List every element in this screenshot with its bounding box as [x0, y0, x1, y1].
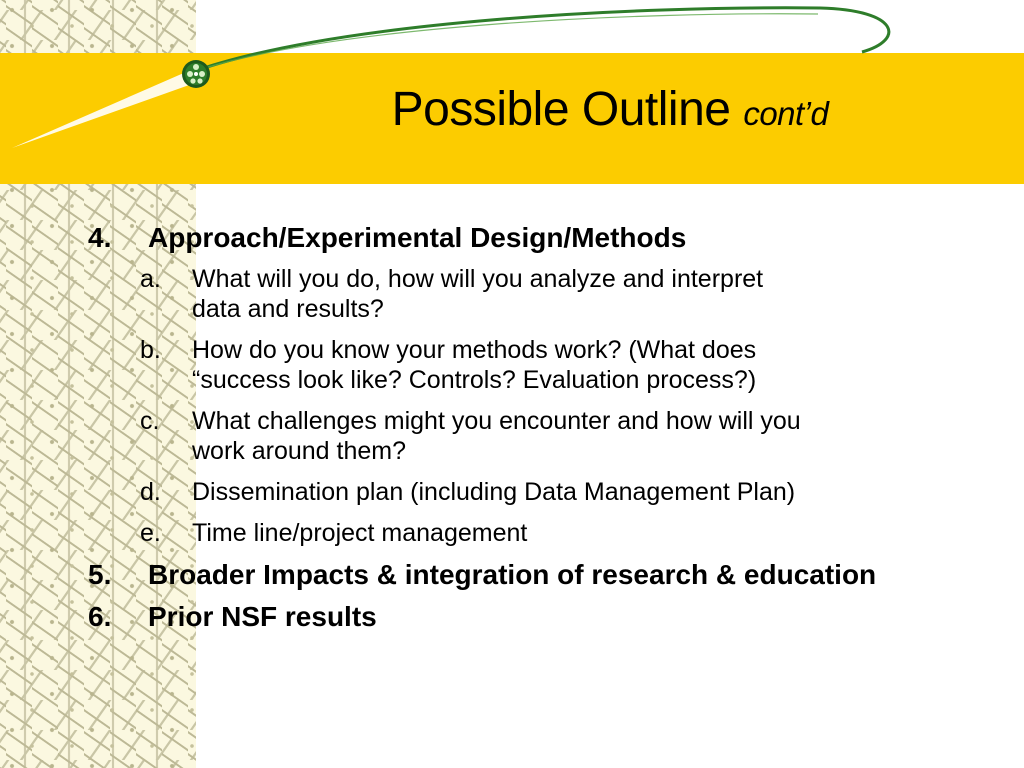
slide-title [196, 78, 1024, 146]
subitem-letter: b. [140, 336, 161, 364]
item-label: Approach/Experimental Design/Methods [148, 222, 687, 253]
subitem-text: Time line/project management [192, 519, 528, 547]
outline-item-6 [88, 601, 988, 633]
outline-subitem-e [88, 518, 812, 548]
outline-item-5 [88, 559, 988, 591]
subitem-text: How do you know your methods work? (What does “success look like? Controls? Evaluation process?) [192, 336, 757, 394]
outline-subitem-d [88, 477, 812, 507]
outline-subitem-b [88, 335, 812, 395]
subitem-letter: e. [140, 519, 161, 547]
outline-item-4 [88, 222, 988, 254]
item-number: 4. [88, 222, 112, 253]
subitem-text: What challenges might you encounter and how will you work around them? [192, 407, 801, 465]
outline-subitem-a [88, 264, 812, 324]
item-number: 6. [88, 601, 112, 632]
subitem-text: What will you do, how will you analyze and interpret data and results? [192, 265, 764, 323]
item-label: Prior NSF results [148, 601, 377, 632]
title-main: Possible Outline [391, 83, 731, 136]
subitem-letter: a. [140, 265, 161, 293]
outline-subitem-c [88, 406, 812, 466]
item-label: Broader Impacts & integration of research & education [148, 559, 877, 590]
subitem-letter: c. [140, 407, 160, 435]
item-number: 5. [88, 559, 112, 590]
outline-list [88, 222, 988, 643]
title-suffix: cont’d [743, 95, 829, 132]
subitem-text: Dissemination plan (including Data Management Plan) [192, 478, 796, 506]
subitem-letter: d. [140, 478, 161, 506]
